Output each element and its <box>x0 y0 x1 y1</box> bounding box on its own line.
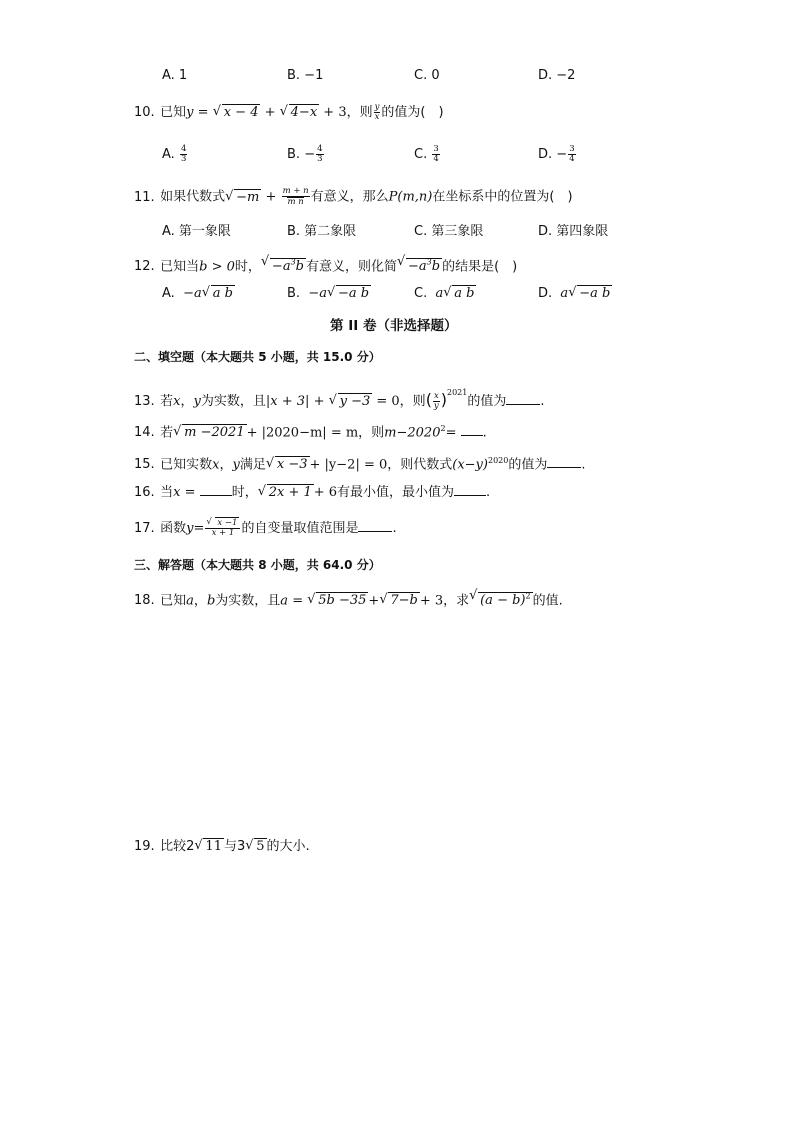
q15-stem: 15. 已知实数x，y满足√ x −3 + |y−2| = 0，则代数式$(x-y)^{2020}$的值为 . <box>134 452 586 474</box>
q10-option-c: C. $\frac{3}{4}$ <box>414 144 439 164</box>
q11-option-b: B. 第二象限 <box>287 224 357 239</box>
fraction: √ $\frac{x -1}{x + 1}$ <box>205 519 240 538</box>
q18-stem: 18. 已知a，b为实数，且a = √ 5b −35 +√ 7−b + 3，求√ $(a - b)^2$ 的值. <box>134 588 563 610</box>
sqrt-expression: √ y −3 <box>329 393 373 411</box>
q18-number: 18. <box>134 593 155 609</box>
q11-option-a: A. 第一象限 <box>162 224 231 239</box>
sqrt-expression: √ 5 <box>245 838 266 856</box>
sqrt-expression: √ x − 4 <box>213 104 261 122</box>
q11-option-c: C. 第三象限 <box>414 224 484 239</box>
answer-blank[interactable] <box>454 483 486 496</box>
sqrt-expression: √ 2x + 1 <box>258 484 314 502</box>
q10-option-a: A. $\frac{4}{3}$ <box>162 144 187 164</box>
solve-header: 三、解答题（本大题共 8 小题，共 64.0 分） <box>134 558 381 572</box>
q10-option-b: B. − $\frac{4}{3}$ <box>287 144 323 164</box>
q17-stem: 17. 函数y= √ $\frac{x -1}{x + 1}$ 的自变量取值范围是 . <box>134 519 397 538</box>
q16-number: 16. <box>134 485 155 500</box>
fraction: $\frac{y}{x}$ <box>374 102 380 122</box>
answer-area[interactable] <box>134 612 654 832</box>
fraction: $\frac{x}{y}$ <box>433 391 439 411</box>
q12-option-d: D. a√ −a b <box>538 285 612 303</box>
q12-number: 12. <box>134 259 155 275</box>
q9-option-d: D. −2 <box>538 68 576 83</box>
q14-number: 14. <box>134 425 155 441</box>
answer-blank[interactable] <box>506 392 540 405</box>
sqrt-expression: √ m −2021 <box>173 424 246 442</box>
sqrt-expression: √ 4−x <box>280 104 320 122</box>
answer-blank[interactable] <box>547 455 581 468</box>
q9-option-c: C. 0 <box>414 68 440 83</box>
answer-blank[interactable] <box>461 423 483 436</box>
q13-stem: 13. 若x，y为实数，且|x + 3| + √ y −3 = 0，则( $\frac{x}{y}$ )$^{2021}$的值为 . <box>134 384 545 411</box>
q9-option-b: B. −1 <box>287 68 324 83</box>
sqrt-expression: √ 11 <box>194 838 224 856</box>
q10-option-d: D. − $\frac{3}{4}$ <box>538 144 575 164</box>
q16-stem: 16. 当x = 时，√ 2x + 1 + 6有最小值，最小值为 . <box>134 483 490 502</box>
sqrt-expression: √ 7−b <box>379 592 420 610</box>
q10-number: 10. <box>134 105 155 120</box>
q9-option-a: A. 1 <box>162 68 188 83</box>
q15-number: 15. <box>134 457 155 473</box>
sqrt-expression: √ $-a^3b$ <box>397 254 442 276</box>
q11-stem: 11. 如果代数式√ −m + $\frac{m + n}{\text{m n}}$ 有意义，那么P(m,n)在坐标系中的位置为( ) <box>134 187 573 207</box>
sqrt-expression: √ x −3 <box>266 456 310 474</box>
answer-blank[interactable] <box>358 519 392 532</box>
answer-area[interactable] <box>134 862 654 1082</box>
q17-number: 17. <box>134 521 155 536</box>
q12-option-c: C. a√ a b <box>414 285 476 303</box>
fill-blank-header: 二、填空题（本大题共 5 小题，共 15.0 分） <box>134 350 381 364</box>
fraction: $\frac{m + n}{\text{m n}}$ <box>282 186 309 207</box>
sqrt-expression: √ $-a^3b$ <box>261 254 306 276</box>
q11-option-d: D. 第四象限 <box>538 224 609 239</box>
q11-number: 11. <box>134 189 155 205</box>
sqrt-expression: √ −m <box>225 189 261 207</box>
sqrt-expression: √ $(a - b)^2$ <box>469 588 532 610</box>
q14-stem: 14. 若√ m −2021 + |2020−m| = m，则$m-2020^2=$ . <box>134 420 487 442</box>
q12-option-b: B. −a√ −a b <box>287 285 371 303</box>
section-title: 第 II 卷（非选择题） <box>330 318 458 334</box>
sqrt-expression: √ 5b −35 <box>307 592 368 610</box>
q19-number: 19. <box>134 839 155 854</box>
q10-stem: 10. 已知y = √ x − 4 + √ 4−x + 3，则 $\frac{y}{x}$ 的值为( ) <box>134 103 444 122</box>
answer-blank[interactable] <box>200 483 232 496</box>
q13-number: 13. <box>134 394 155 409</box>
q12-option-a: A. −a√ a b <box>162 285 235 303</box>
q12-stem: 12. 已知当b > 0时，√ $-a^3b$ 有意义，则化简√ $-a^3b$ 的结果是( ) <box>134 254 517 276</box>
q19-stem: 19. 比较2√ 11 与3√ 5 的大小. <box>134 838 310 856</box>
